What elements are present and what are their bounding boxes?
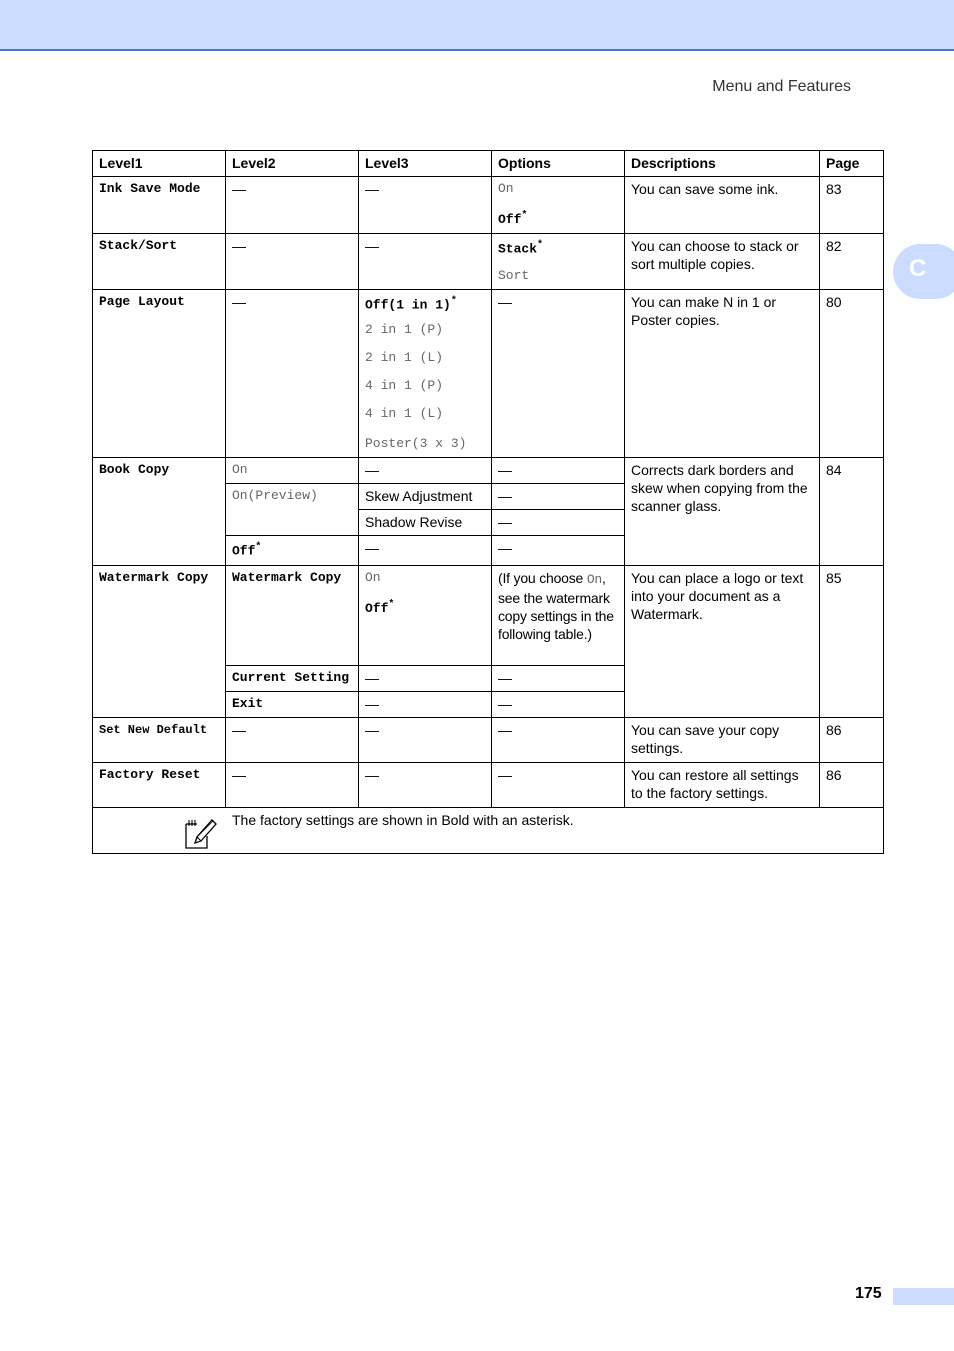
options-text: , see the watermark copy settings in the following table.) [498,569,614,642]
options-cell: — [492,510,625,536]
page-cell: 86 [820,762,884,807]
option-value: Poster(3 x 3) [365,436,467,452]
level3-cell: Shadow Revise [359,510,492,536]
option-value: 4 in 1 (P) [365,378,444,394]
options-cell [492,177,625,234]
level3-cell: — [359,234,492,290]
description-cell: You can restore all settings to the factory settings. [625,762,820,807]
option-value: On [498,181,514,196]
page-cell: 80 [820,290,884,458]
level2-cell: On(Preview) [226,484,359,536]
table-header-row [93,151,884,177]
level3-cell [359,565,492,665]
level2-cell: Exit [226,691,359,717]
section-header: Menu and Features [712,78,851,95]
level2-cell [226,536,359,565]
option-default [498,237,618,265]
asterisk: * [537,240,544,252]
page-cell: 84 [820,458,884,565]
options-cell: — [492,691,625,717]
option-value: Stack [498,241,538,257]
column-header: Level2 [226,151,359,177]
asterisk: * [388,599,395,611]
options-cell: — [492,458,625,484]
level2-cell: — [226,234,359,290]
level2-cell: — [226,717,359,762]
table-row [93,458,884,484]
note-cell [93,807,884,853]
chapter-tab-label: C [909,255,927,282]
note-text: The factory settings are shown in Bold with an asterisk. [232,811,574,828]
top-banner [0,0,954,51]
description-cell: You can make N in 1 or Poster copies. [625,290,820,458]
column-header: Level1 [93,151,226,177]
option-default [365,293,485,321]
level1-cell: Watermark Copy [93,565,226,717]
option-default [365,601,394,616]
page-cell: 83 [820,177,884,234]
menu-table [92,150,884,854]
level1-cell: Ink Save Mode [93,177,226,234]
column-header: Level3 [359,151,492,177]
level3-cell: — [359,177,492,234]
option-value: 2 in 1 (P) [365,322,444,338]
level3-cell: — [359,691,492,717]
level1-cell: Page Layout [93,290,226,458]
asterisk: * [521,211,528,222]
option-value: Off [232,543,256,559]
page-cell: 85 [820,565,884,717]
level2-cell: Watermark Copy [226,565,359,665]
options-cell: — [492,536,625,565]
level2-cell: — [226,762,359,807]
option-value: On [365,569,381,585]
options-cell: — [492,717,625,762]
page-number: 175 [855,1285,882,1302]
level3-cell: Skew Adjustment [359,484,492,510]
level2-cell: Current Setting [226,665,359,691]
column-header: Descriptions [625,151,820,177]
table-row [93,717,884,762]
asterisk: * [255,542,262,554]
option-value: Off(1 in 1) [365,297,451,313]
note-row [93,807,884,853]
column-header: Options [492,151,625,177]
option-value: Off [365,600,389,616]
table-row [93,290,884,458]
options-cell [492,234,625,290]
table-row [93,234,884,290]
level3-cell: — [359,762,492,807]
options-cell: — [492,290,625,458]
column-header: Page [820,151,884,177]
description-cell: You can save your copy settings. [625,717,820,762]
options-cell: — [492,762,625,807]
note-pencil-icon [183,816,217,850]
chapter-tab [893,244,954,299]
asterisk: * [450,296,457,308]
level3-cell: — [359,458,492,484]
table-row [93,762,884,807]
page-cell: 82 [820,234,884,290]
level3-cell: — [359,536,492,565]
level1-cell: Stack/Sort [93,234,226,290]
level1-cell: Factory Reset [93,762,226,807]
level3-cell [359,290,492,458]
description-cell: Corrects dark borders and skew when copying from the scanner glass. [625,458,820,565]
options-cell: — [492,665,625,691]
level3-cell: — [359,665,492,691]
option-value: Sort [498,268,530,284]
level2-cell: — [226,290,359,458]
options-cell: — [492,484,625,510]
table-row [93,177,884,234]
level1-cell: Set New Default [93,717,226,762]
level1-cell: Book Copy [93,458,226,565]
table-row [93,565,884,665]
page-cell: 86 [820,717,884,762]
option-value: On [586,571,603,587]
description-cell: You can choose to stack or sort multiple copies. [625,234,820,290]
description-cell: You can save some ink. [625,177,820,234]
option-value: 4 in 1 (L) [365,406,444,422]
level3-cell: — [359,717,492,762]
description-cell: You can place a logo or text into your document as a Watermark. [625,565,820,717]
option-value: Off [498,212,522,228]
level2-cell: — [226,177,359,234]
option-default [498,212,527,227]
option-value: 2 in 1 (L) [365,350,444,366]
level2-cell: On [226,458,359,484]
options-cell [492,565,625,665]
page-number-bar [893,1288,954,1305]
options-text: (If you choose [498,569,587,586]
